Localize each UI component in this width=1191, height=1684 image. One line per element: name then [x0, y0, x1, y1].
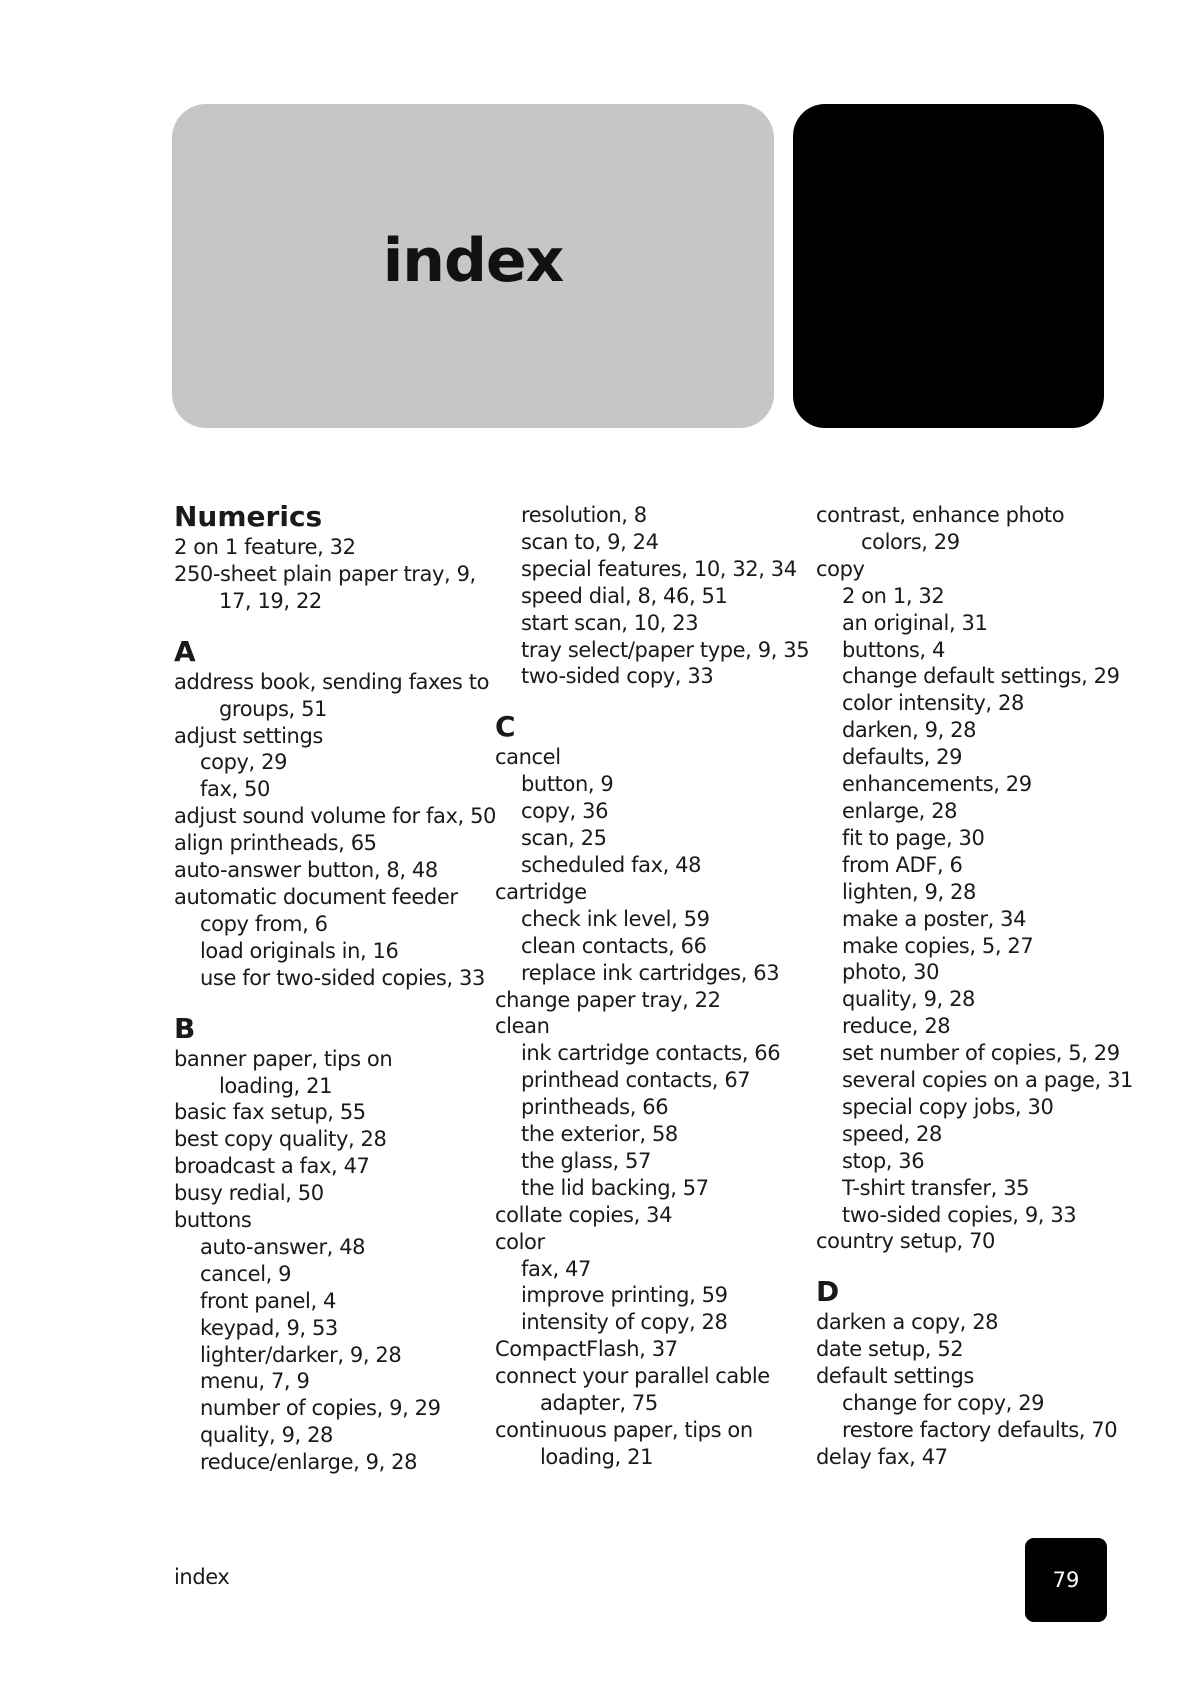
index-entry-continuation: loading, 21	[219, 1073, 333, 1098]
index-subentry: the glass, 57	[521, 1148, 651, 1173]
index-subentry: printhead contacts, 67	[521, 1068, 751, 1093]
index-subentry: fax, 47	[521, 1256, 591, 1281]
index-entry: default settings	[816, 1364, 974, 1389]
index-entry: change paper tray, 22	[495, 987, 721, 1012]
index-section-heading: D	[816, 1275, 840, 1309]
index-subentry: reduce, 28	[842, 1014, 951, 1039]
index-entry: cartridge	[495, 879, 587, 904]
index-subentry: an original, 31	[842, 610, 988, 635]
index-entry: adjust sound volume for fax, 50	[174, 804, 496, 829]
index-entry: broadcast a fax, 47	[174, 1154, 370, 1179]
page-title: index	[382, 226, 564, 296]
index-subentry: T-shirt transfer, 35	[842, 1175, 1030, 1200]
index-subentry: fit to page, 30	[842, 825, 985, 850]
index-subentry: set number of copies, 5, 29	[842, 1041, 1120, 1066]
index-subentry: scan to, 9, 24	[521, 529, 659, 554]
index-entry-continuation: 17, 19, 22	[219, 588, 322, 613]
index-subentry: darken, 9, 28	[842, 718, 977, 743]
index-subentry: scan, 25	[521, 826, 607, 851]
index-subentry: menu, 7, 9	[200, 1369, 310, 1394]
index-section-heading: C	[495, 710, 516, 744]
index-subentry: ink cartridge contacts, 66	[521, 1041, 781, 1066]
header-black-tab	[793, 104, 1104, 428]
index-subentry: special copy jobs, 30	[842, 1094, 1054, 1119]
index-subentry: improve printing, 59	[521, 1283, 728, 1308]
index-entry: date setup, 52	[816, 1337, 964, 1362]
index-section-heading: B	[174, 1011, 196, 1045]
index-column-3	[816, 502, 1134, 1471]
index-subentry: quality, 9, 28	[200, 1423, 334, 1448]
index-entry: collate copies, 34	[495, 1202, 673, 1227]
index-subentry: check ink level, 59	[521, 906, 710, 931]
index-subentry: 2 on 1, 32	[842, 583, 945, 608]
index-subentry: speed dial, 8, 46, 51	[521, 583, 728, 608]
index-subentry: scheduled fax, 48	[521, 852, 702, 877]
index-entry: cancel	[495, 745, 561, 770]
index-subentry: replace ink cartridges, 63	[521, 960, 780, 985]
page-number-box	[1025, 1538, 1107, 1622]
index-column-1	[174, 500, 496, 1476]
index-subentry: printheads, 66	[521, 1095, 669, 1120]
index-entry: 2 on 1 feature, 32	[174, 535, 356, 559]
index-subentry: reduce/enlarge, 9, 28	[200, 1450, 418, 1475]
index-entry-continuation: colors, 29	[861, 529, 960, 554]
index-subentry: change for copy, 29	[842, 1391, 1045, 1416]
index-subentry: front panel, 4	[200, 1288, 337, 1313]
index-subentry: keypad, 9, 53	[200, 1315, 338, 1340]
index-subentry: lighten, 9, 28	[842, 879, 976, 904]
index-subentry: speed, 28	[842, 1121, 942, 1146]
index-entry-continuation: adapter, 75	[540, 1391, 658, 1416]
index-subentry: button, 9	[521, 772, 614, 797]
index-entry: country setup, 70	[816, 1229, 995, 1254]
index-subentry: photo, 30	[842, 960, 940, 985]
index-subentry: two-sided copies, 9, 33	[842, 1202, 1077, 1227]
index-subentry: two-sided copy, 33	[521, 664, 714, 689]
index-entry: best copy quality, 28	[174, 1127, 387, 1152]
index-subentry: stop, 36	[842, 1148, 925, 1173]
index-subentry: from ADF, 6	[842, 852, 963, 877]
index-column-2	[495, 502, 810, 1471]
index-subentry: copy, 36	[521, 799, 609, 824]
index-entry: continuous paper, tips on	[495, 1418, 753, 1442]
index-entry: align printheads, 65	[174, 831, 377, 856]
index-entry: clean	[495, 1014, 550, 1039]
index-subentry: several copies on a page, 31	[842, 1068, 1134, 1093]
index-entry: delay fax, 47	[816, 1444, 948, 1469]
index-entry: darken a copy, 28	[816, 1310, 999, 1335]
index-entry: contrast, enhance photo	[816, 503, 1065, 527]
index-subentry: intensity of copy, 28	[521, 1310, 728, 1335]
index-entry: basic fax setup, 55	[174, 1100, 366, 1125]
index-subentry: enhancements, 29	[842, 772, 1032, 797]
index-entry: auto-answer button, 8, 48	[174, 858, 438, 883]
index-entry: CompactFlash, 37	[495, 1337, 678, 1362]
index-subentry: color intensity, 28	[842, 691, 1024, 716]
index-entry: adjust settings	[174, 723, 323, 748]
index-subentry: quality, 9, 28	[842, 987, 976, 1012]
index-subentry: defaults, 29	[842, 745, 963, 770]
index-subentry: the exterior, 58	[521, 1122, 678, 1147]
footer-label: index	[174, 1565, 230, 1589]
index-subentry: resolution, 8	[521, 503, 647, 527]
index-entry: busy redial, 50	[174, 1181, 324, 1206]
index-subentry: copy, 29	[200, 750, 288, 775]
index-subentry: buttons, 4	[842, 637, 945, 662]
index-subentry: load originals in, 16	[200, 938, 399, 963]
index-entry: banner paper, tips on	[174, 1046, 393, 1071]
index-subentry: cancel, 9	[200, 1261, 292, 1286]
page-number: 79	[1052, 1568, 1080, 1592]
index-subentry: fax, 50	[200, 777, 270, 802]
index-subentry: number of copies, 9, 29	[200, 1396, 441, 1421]
index-entry: connect your parallel cable	[495, 1364, 770, 1389]
index-subentry: clean contacts, 66	[521, 933, 707, 958]
index-entry: color	[495, 1229, 545, 1254]
index-subentry: make a poster, 34	[842, 906, 1027, 931]
index-entry-continuation: loading, 21	[540, 1444, 654, 1469]
index-section-heading: A	[174, 634, 196, 668]
index-subentry: enlarge, 28	[842, 798, 958, 823]
index-subentry: restore factory defaults, 70	[842, 1418, 1118, 1442]
index-subentry: auto-answer, 48	[200, 1234, 366, 1259]
index-subentry: the lid backing, 57	[521, 1175, 709, 1200]
index-entry: buttons	[174, 1208, 252, 1233]
index-subentry: lighter/darker, 9, 28	[200, 1342, 402, 1367]
index-entry: 250-sheet plain paper tray, 9,	[174, 561, 476, 586]
index-subentry: use for two-sided copies, 33	[200, 965, 485, 990]
index-subentry: start scan, 10, 23	[521, 610, 699, 635]
index-subentry: special features, 10, 32, 34	[521, 556, 797, 581]
index-subentry: tray select/paper type, 9, 35	[521, 637, 810, 662]
index-entry-continuation: groups, 51	[219, 696, 328, 721]
index-subentry: change default settings, 29	[842, 664, 1120, 689]
index-entry: automatic document feeder	[174, 884, 458, 909]
index-entry: copy	[816, 556, 865, 581]
index-entry: address book, sending faxes to	[174, 669, 490, 694]
index-section-heading: Numerics	[174, 500, 323, 533]
index-subentry: make copies, 5, 27	[842, 933, 1034, 958]
index-subentry: copy from, 6	[200, 911, 328, 936]
